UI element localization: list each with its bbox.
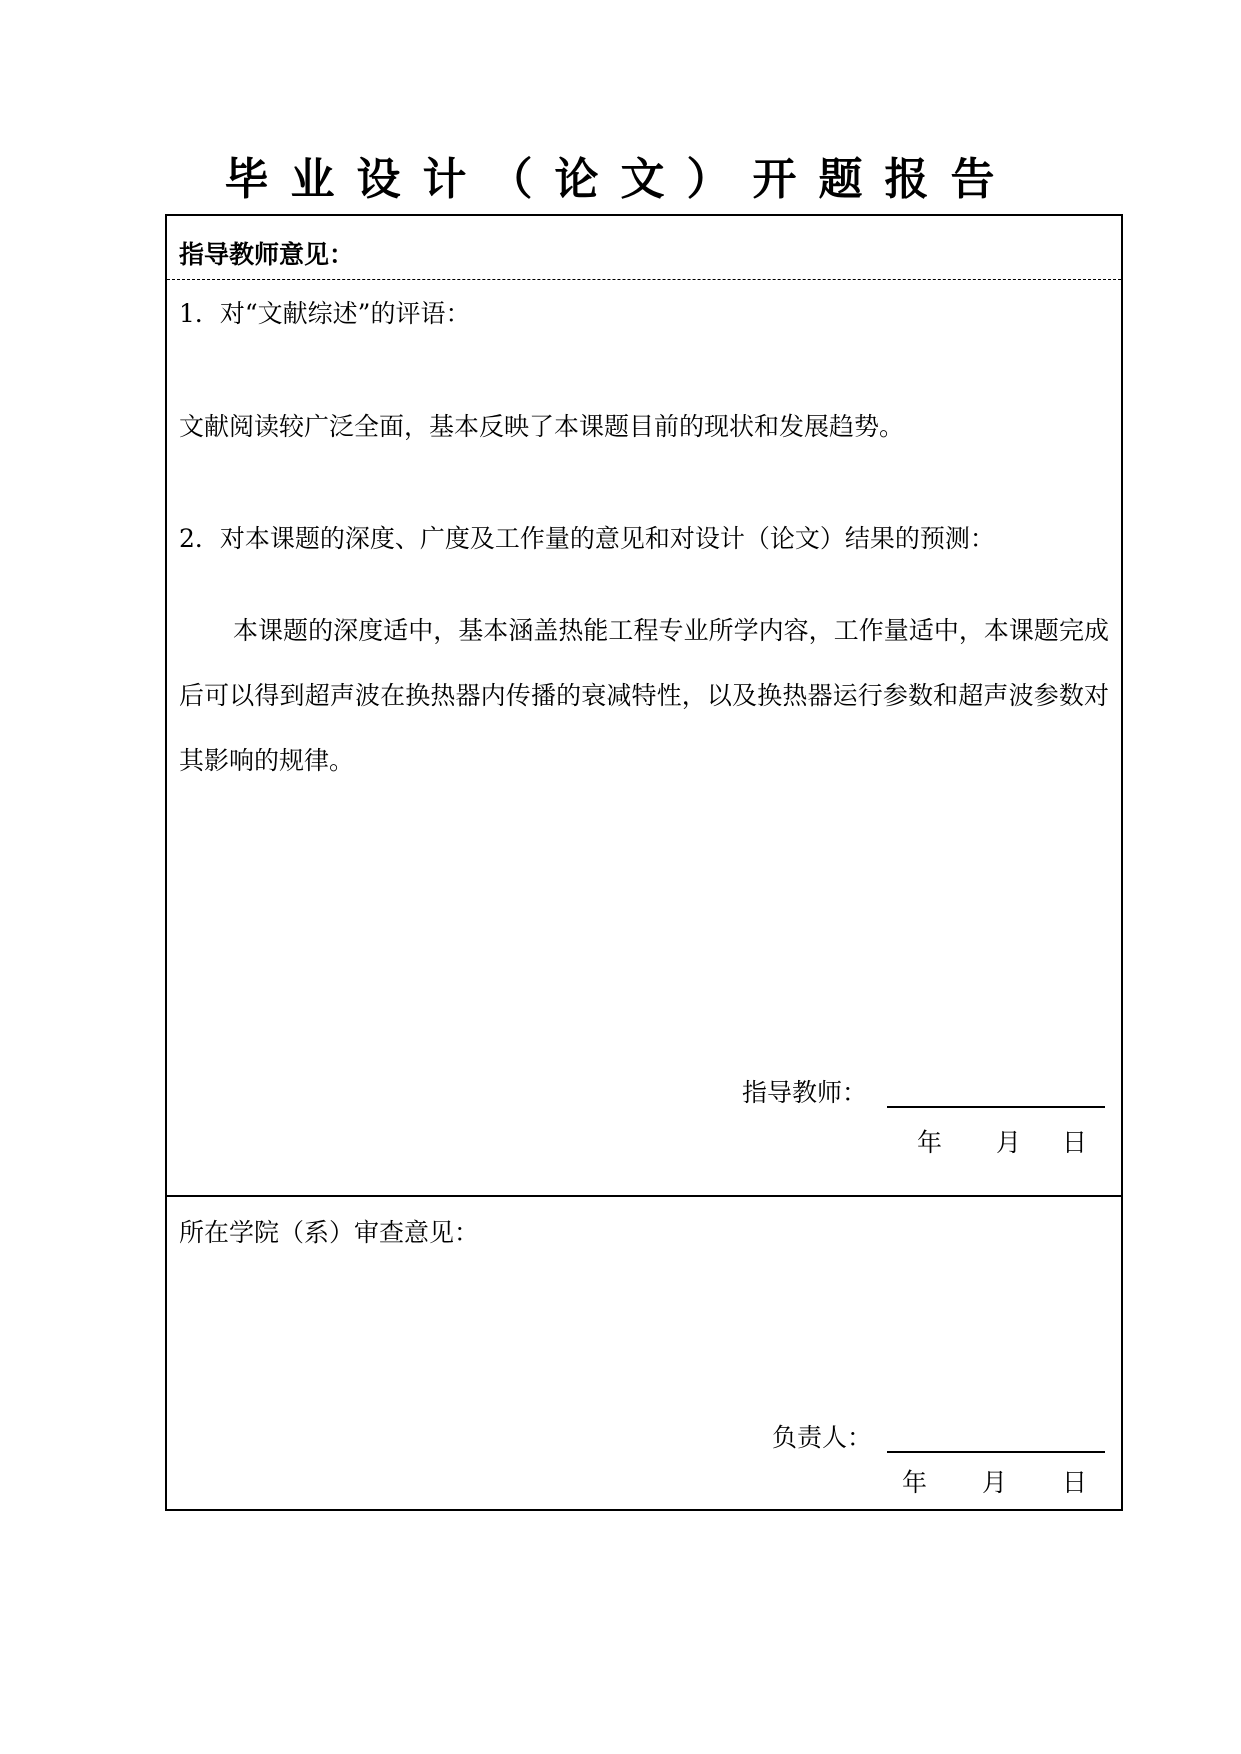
literature-review-comment: 文献阅读较广泛全面，基本反映了本课题目前的现状和发展趋势。 [179,412,905,441]
advisor-signature-label: 指导教师： [742,1078,868,1107]
advisor-signature-line [887,1106,1105,1108]
advisor-date-year: 年 [917,1128,943,1157]
advisor-date-day: 日 [1062,1128,1088,1157]
report-table [165,214,1123,1511]
literature-review-label: 1．对“文献综述”的评语： [179,299,471,328]
department-signature-label: 负责人： [772,1423,873,1452]
department-date-month: 月 [982,1468,1008,1497]
document-title: 毕业设计（论文）开题报告 [224,154,1017,205]
department-signature-line [887,1451,1105,1453]
scope-opinion-comment: 本课题的深度适中，基本涵盖热能工程专业所学内容，工作量适中，本课题完成后可以得到超声波在换热器内传播的衰减特性，以及换热器运行参数和超声波参数对其影响的规律。 [179,616,1109,775]
scope-opinion-label: 2．对本课题的深度、广度及工作量的意见和对设计（论文）结果的预测： [179,524,995,553]
section-divider [167,1195,1121,1197]
advisor-opinion-header: 指导教师意见： [179,240,355,269]
department-date-year: 年 [902,1468,928,1497]
department-date-day: 日 [1062,1468,1088,1497]
advisor-date-month: 月 [996,1128,1022,1157]
dashed-divider [167,279,1121,280]
department-opinion-header: 所在学院（系）审查意见： [179,1218,480,1247]
